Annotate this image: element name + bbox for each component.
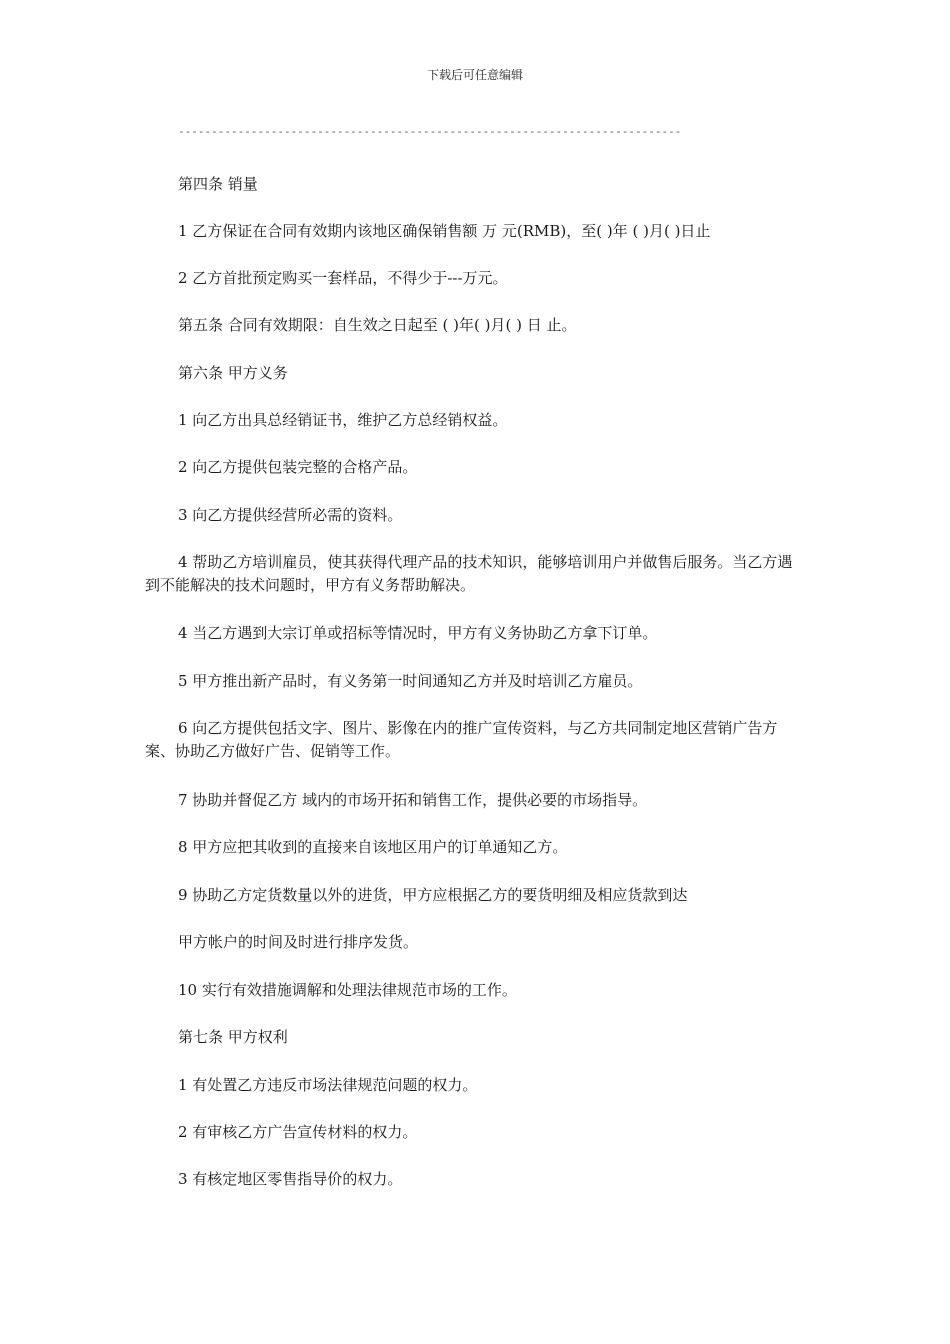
article-6-item-4: 4 帮助乙方培训雇员，使其获得代理产品的技术知识，能够培训用户并做售后服务。当乙方遇到不能解决的技术问题时，甲方有义务帮助解决。 xyxy=(145,553,793,594)
article-6-heading: 第六条 甲方义务 xyxy=(178,364,288,382)
article-6-item-9: 9 协助乙方定货数量以外的进货，甲方应根据乙方的要货明细及相应货款到达 xyxy=(178,886,688,904)
article-6-item-10: 10 实行有效措施调解和处理法律规范市场的工作。 xyxy=(178,981,517,999)
article-4-heading: 第四条 销量 xyxy=(178,175,258,193)
article-4-item-2: 2 乙方首批预定购买一套样品，不得少于---万元。 xyxy=(178,269,508,287)
article-7-item-1: 1 有处置乙方违反市场法律规范问题的权力。 xyxy=(178,1076,478,1094)
article-7-heading: 第七条 甲方权利 xyxy=(178,1028,288,1046)
article-6-item-7: 7 协助并督促乙方 域内的市场开拓和销售工作，提供必要的市场指导。 xyxy=(178,791,648,809)
article-6-item-5: 5 甲方推出新产品时，有义务第一时间通知乙方并及时培训乙方雇员。 xyxy=(178,672,643,690)
article-6-item-1: 1 向乙方出具总经销证书，维护乙方总经销权益。 xyxy=(178,411,508,429)
article-7-item-3: 3 有核定地区零售指导价的权力。 xyxy=(178,1170,403,1188)
article-6-item-8: 8 甲方应把其收到的直接来自该地区用户的订单通知乙方。 xyxy=(178,838,568,856)
article-5-heading: 第五条 合同有效期限：自生效之日起至 ( )年( )月( ) 日 止。 xyxy=(178,316,577,334)
article-7-item-2: 2 有审核乙方广告宣传材料的权力。 xyxy=(178,1123,418,1141)
article-6-item-6: 6 向乙方提供包括文字、图片、影像在内的推广宣传资料，与乙方共同制定地区营销广告方案、协助乙方做好广告、促销等工作。 xyxy=(145,719,778,760)
article-6-item-4b: 4 当乙方遇到大宗订单或招标等情况时，甲方有义务协助乙方拿下订单。 xyxy=(178,624,658,642)
divider-line: ---------------------------------------------------------------------------- xyxy=(178,125,682,138)
article-4-item-1: 1 乙方保证在合同有效期内该地区确保销售额 万 元(RMB)，至( )年 ( )月( )日止 xyxy=(178,222,711,240)
article-6-item-9-cont: 甲方帐户的时间及时进行排序发货。 xyxy=(178,933,419,951)
article-6-item-2: 2 向乙方提供包装完整的合格产品。 xyxy=(178,458,418,476)
header-note: 下载后可任意编辑 xyxy=(426,68,523,82)
article-6-item-3: 3 向乙方提供经营所必需的资料。 xyxy=(178,506,403,524)
